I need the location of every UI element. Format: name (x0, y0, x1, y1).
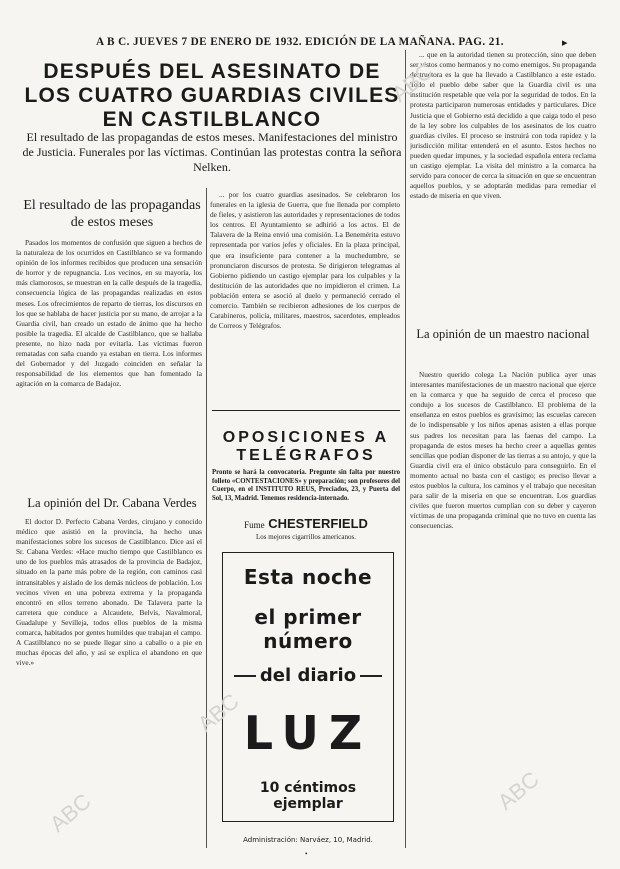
running-head (96, 36, 568, 49)
ad-chesterfield-brand-line (212, 516, 400, 531)
article-column-propagandas (16, 238, 202, 490)
ad-luz-title: LUZ (243, 706, 373, 760)
article-body-propagandas: Pasados los momentos de confusión que siguen a hechos de la naturaleza de los ocurridos en Castilblanco se va formando opinión de los informes recibidos que producen una sensación de horror y de repugnancia. Los vecinos, en su mayoría, los más clamorosos, se muestran en la calle después de la tragedia, consecuencia lógica de las propagandas realizadas en estos meses. Los ofrecimientos de reparto de tierras, los discursos en los que se hablaba de hacer justicia por su mano, de arrojar a la Guardia civil, han creado un estado de ánimo que ha hecho posible la tragedia. El alcalde de Castilblanco, que se hallaba presente, no hizo nada por evitarla. Las víctimas fueron rematadas con saña cuando ya estaban en tierra. Los informes del Gobernador y del Juzgado coinciden en señalar la responsabilidad de los elementos que han fomentado la agitación en la comarca de Badajoz. (16, 238, 202, 389)
article-column-cabana-verdes (16, 517, 202, 847)
ad-oposiciones-headline: OPOSICIONES A TELÉGRAFOS (222, 429, 390, 464)
section-title-maestro-nacional: La opinión de un maestro nacional (416, 327, 590, 341)
ad-luz-price: 10 céntimos ejemplar (259, 780, 357, 812)
watermark-abc: ABC (44, 788, 96, 837)
article-body-funerales: ... por los cuatro guardias asesinados. Se celebraron los funerales en la iglesia de Guerra, que fue llenada por completo de fieles, y asistieron las autoridades y representaciones de todos los centros. El Ayuntamiento se adhirió a los actos. El de Talavera de la Reina envió una comisión. La Benemérita estuvo representada por varios jefes y oficiales. En la plaza principal, que era insuficiente para contener a la muchedumbre, se pronunciaron discursos de protesta. Se dirigieron telegramas al Gobierno pidiendo un castigo ejemplar para los culpables y la destitución de las autoridades que no impidieron el crimen. La población entera se asoció al duelo y permaneció cerrado el comercio. También se recibieron adhesiones de los cuerpos de Carabineros, policía, militares, maestros, sacerdotes, empleados de Correos y Telégrafos. (210, 190, 400, 331)
section-title-cabana-verdes: La opinión del Dr. Cabana Verdes (27, 496, 197, 510)
section-title-propagandas: El resultado de las propagandas de estos meses (23, 198, 201, 230)
ad-luz-line-2: el primer número (254, 605, 362, 653)
article-body-maestro-nacional: Nuestro querido colega La Nación publica ayer unas interesantes manifestaciones de un maestro nacional que ejerce en la comarca y que ha seguido de cerca el proceso que condujo a los sucesos de Castilblanco. El problema de la enseñanza en estos pueblos es gravísimo; las escuelas carecen de lo indispensable y los niños apenas asisten a ellas porque sus padres los necesitan para las faenas del campo. La propaganda de estos meses ha hecho creer a aquellas gentes sencillas que podían disponer de las tierras a su antojo, y que la Guardia civil era el único obstáculo para conseguirlo. En el momento actual no basta con el castigo; es preciso llevar a estos pueblos la cultura, los caminos y el trabajo que necesitan para salir de la miseria en que se encuentran. Los guardias civiles que fueron muertos cumplían con su deber y cayeron víctimas de una propaganda criminal que no tuvo en cuenta las consecuencias. (410, 370, 596, 531)
watermark-abc: ABC (386, 58, 438, 107)
ad-luz-line-3-wrap (223, 665, 393, 686)
main-headline: DESPUÉS DEL ASESINATO DE LOS CUATRO GUARDIAS CIVILES EN CASTILBLANCO (24, 60, 400, 131)
article-column-funerales (210, 190, 400, 408)
ad-diario-luz (222, 552, 394, 844)
article-body-justicia: ... que en la autoridad tienen su protección, sino que deben ser vistos como hermanos y no como enemigos. Su propaganda destructora es la que ha llevado a Castilblanco a este estado. Todo el pueblo debe saber que la Guardia civil es una institución respetable que vela por la seguridad de todos. En la protesta participaron numerosas entidades y particulares. Dice Justicia que el Gobierno está decidido a que caiga todo el peso de la ley sobre los culpables de los asesinatos de los cuatro guardias civiles. El proceso se instruirá con toda rapidez y la jurisdicción militar entenderá en el asunto. Estos hechos no pueden quedar impunes, y la sociedad española entera reclama un castigo ejemplar. La visita del ministro a la comarca ha servido para conocer de cerca la situación en que se encuentran aquellos pueblos, y se adoptarán medidas para remediar el estado de miseria en que viven. (410, 50, 596, 201)
article-body-cabana-verdes: El doctor D. Perfecto Cabana Verdes, cirujano y conocido médico que asistió en la provincia, ha hecho unas manifestaciones sobre los sucesos de Castilblanco. Dice así el Sr. Cabana Verdes: «Hace mucho tiempo que Castilblanco es uno de los pueblos más atrasados de la provincia de Badajoz, situado en la parte más pobre de la región, con caminos casi intransitables y aislado de los demás núcleos de población. Los vecinos viven en una pobreza extrema y la propaganda encontró en ellos terreno abonado. De Talavera parte la carretera que conduce a Alcaudete, Belvís, Navalmoral, Guadalupe y Sevilleja, todos ellos pueblos de la misma comarca, habitados por gentes humildes que trabajan el campo. A Castilblanco no se puede llegar sino a caballo o a pie en muchas épocas del año, y así se explica el abandono en que vive.» (16, 517, 202, 668)
ad-luz-rule-left (234, 675, 256, 677)
ad-chesterfield-prefix: Fume (244, 520, 265, 530)
ad-chesterfield-tagline: Los mejores cigarrillos americanos. (256, 533, 356, 541)
ad-chesterfield (212, 516, 400, 552)
column-rule-right (405, 50, 406, 848)
article-column-justicia (410, 50, 596, 318)
ad-oposiciones-body: Pronto se hará la convocatoria. Pregunte sin falta por nuestro folleto «CONTESTACIONES» y preparación; son profesores del Cuerpo, en el INSTITUTO REUS, Preciados, 23, y Puerta del Sol, 13, Madrid. Tenemos residencia-internado. (212, 469, 400, 502)
headline-deck: El resultado de las propagandas de estos meses. Manifestaciones del ministro de Justicia. Funerales por las víctimas. Continúan las protestas contra la señora Nelken. (22, 130, 402, 174)
ad-luz-line-3: del diario (259, 665, 357, 686)
ad-chesterfield-brand: CHESTERFIELD (268, 516, 368, 531)
ad-luz-line-1: Esta noche (243, 565, 373, 589)
ad-oposiciones-telegrafos (212, 410, 400, 511)
watermark-abc: ABC (192, 688, 244, 737)
ad-luz-rule-right (360, 675, 382, 677)
folio-mark: • (305, 850, 308, 858)
watermark-abc: ABC (492, 766, 544, 815)
article-column-maestro-nacional (410, 370, 596, 848)
column-rule-left (206, 188, 207, 848)
page-turn-icon: ▸ (562, 37, 568, 49)
running-head-text: A B C. JUEVES 7 DE ENERO DE 1932. EDICIÓN DE LA MAÑANA. PAG. 21. (96, 36, 504, 48)
ad-luz-address: Administración: Narváez, 10, Madrid. (243, 836, 373, 844)
